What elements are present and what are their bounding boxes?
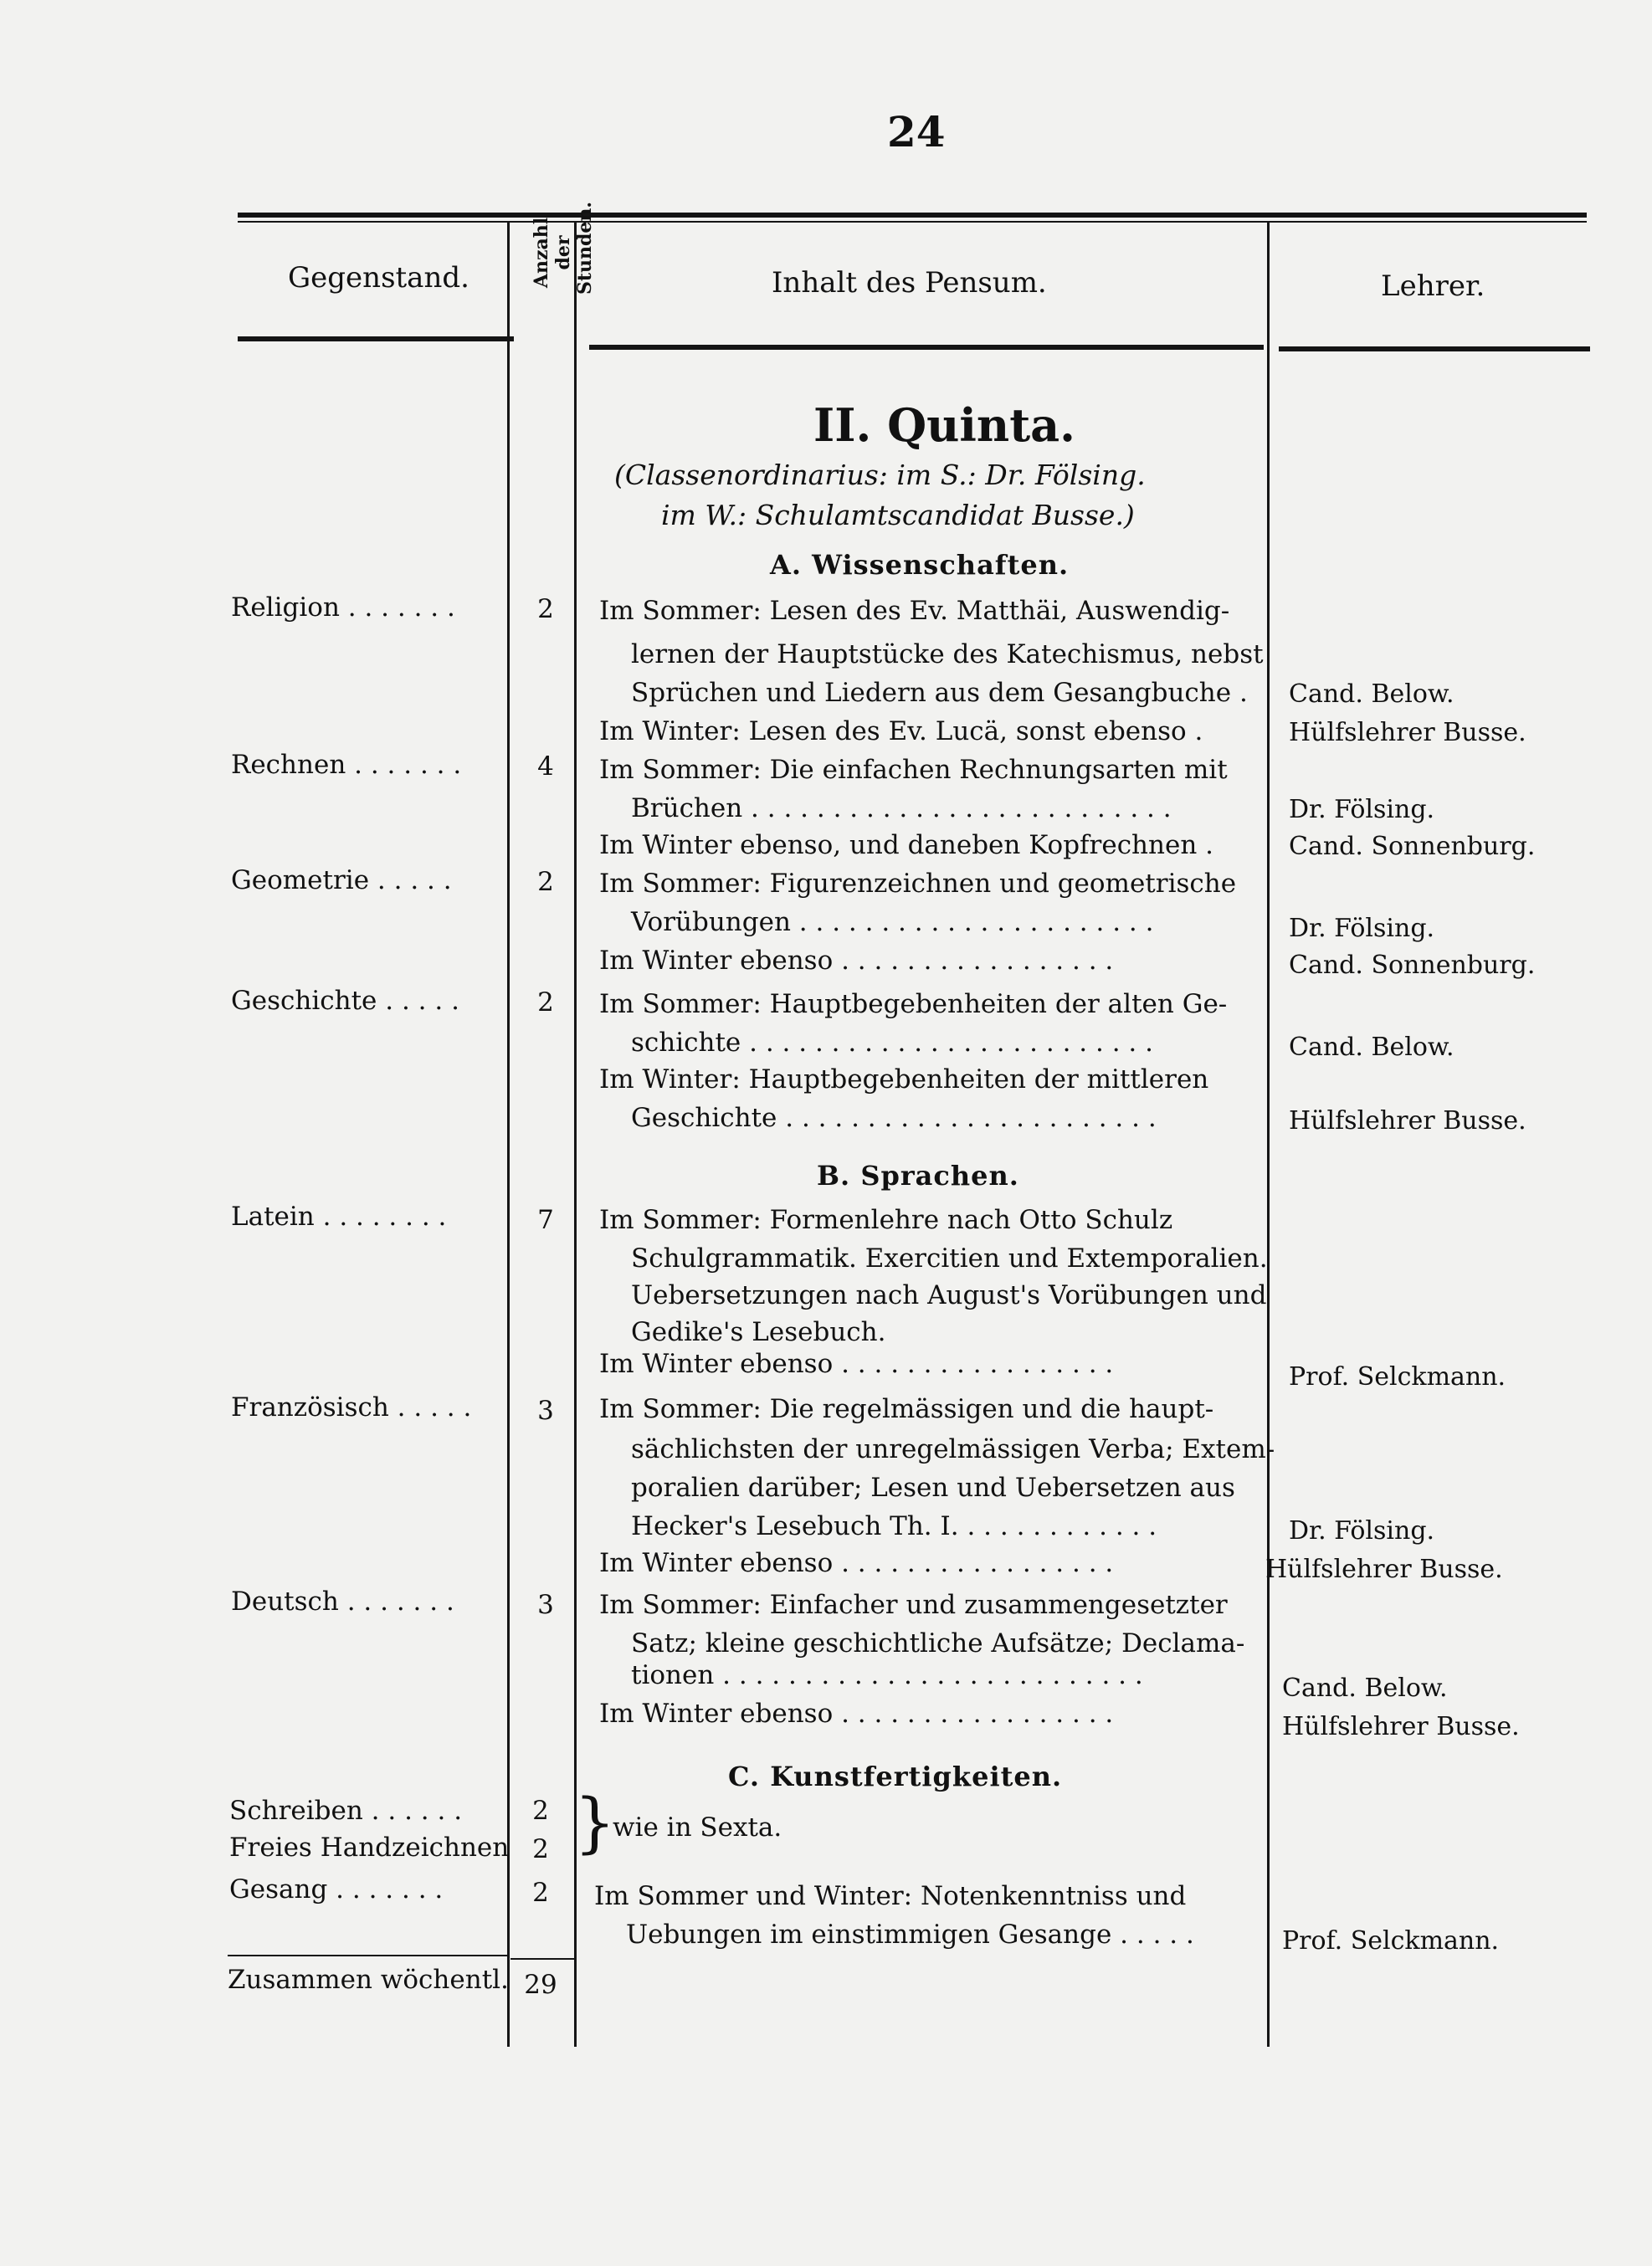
content-line: Brüchen . . . . . . . . . . . . . . . . . . . . . . . . . .: [631, 793, 1172, 823]
content-line: Im Winter ebenso . . . . . . . . . . . . . . . . .: [599, 1548, 1114, 1578]
section-a-heading: A. Wissenschaften.: [770, 549, 1070, 581]
content-line: Im Sommer: Lesen des Ev. Matthäi, Auswendig-: [599, 596, 1230, 626]
teacher-name: Dr. Fölsing.: [1289, 1516, 1435, 1546]
content-line: Im Sommer: Die einfachen Rechnungsarten mit: [599, 755, 1228, 785]
teacher-name: Prof. Selckmann.: [1289, 1362, 1506, 1392]
content-line: Geschichte . . . . . . . . . . . . . . . . . . . . . . .: [631, 1103, 1157, 1133]
top-rule-thick: [238, 213, 1587, 218]
hours-geschichte: 2: [537, 987, 554, 1018]
content-line: Uebersetzungen nach August's Vorübungen und: [631, 1280, 1267, 1310]
content-line: Vorübungen . . . . . . . . . . . . . . . . . . . . . .: [631, 907, 1154, 937]
total-rule: [228, 1955, 509, 1956]
hours-freies-handzeichnen: 2: [532, 1834, 549, 1864]
hours-deutsch: 3: [537, 1590, 554, 1620]
subject-geschichte: Geschichte . . . . .: [231, 986, 459, 1016]
content-line: tionen . . . . . . . . . . . . . . . . . . . . . . . . . .: [631, 1660, 1143, 1690]
teacher-name: Dr. Fölsing.: [1289, 795, 1435, 824]
content-line: Im Sommer: Einfacher und zusammengesetzter: [599, 1590, 1228, 1620]
content-line: Schulgrammatik. Exercitien und Extemporalien.: [631, 1243, 1268, 1274]
content-line: poralien darüber; Lesen und Uebersetzen aus: [631, 1473, 1235, 1503]
hours-rechnen: 4: [537, 751, 554, 782]
content-line: Im Winter ebenso . . . . . . . . . . . . . . . . .: [599, 946, 1114, 976]
col-divider-3: [1267, 223, 1270, 2047]
teacher-name: Cand. Sonnenburg.: [1289, 832, 1536, 861]
header-hours: [531, 201, 596, 295]
teacher-name: Prof. Selckmann.: [1282, 1926, 1500, 1956]
teacher-name: Dr. Fölsing.: [1289, 914, 1435, 943]
header-rule-3: [1279, 346, 1590, 351]
subject-gesang: Gesang . . . . . . .: [229, 1874, 444, 1905]
header-rule-1: [238, 336, 514, 341]
hours-religion: 2: [537, 594, 554, 624]
col-divider-2: [574, 223, 577, 2047]
header-content: Inhalt des Pensum.: [772, 266, 1047, 300]
subject-schreiben: Schreiben . . . . . .: [229, 1796, 463, 1826]
hours-geometrie: 2: [537, 867, 554, 897]
content-line: Im Sommer: Figurenzeichnen und geometrische: [599, 869, 1237, 899]
brace-text: wie in Sexta.: [613, 1812, 782, 1843]
content-line: Im Winter ebenso . . . . . . . . . . . . . . . . .: [599, 1699, 1114, 1729]
content-line: Im Winter ebenso, und daneben Kopfrechnen .: [599, 830, 1214, 860]
header-hours-line1: Anzahl der: [531, 217, 574, 289]
teacher-name: Cand. Sonnenburg.: [1289, 951, 1536, 980]
hours-gesang: 2: [532, 1878, 549, 1908]
teacher-name: Hülfslehrer Busse.: [1289, 1106, 1526, 1136]
content-line: Hecker's Lesebuch Th. I. . . . . . . . . . . . .: [631, 1511, 1157, 1541]
content-line: Im Sommer: Formenlehre nach Otto Schulz: [599, 1205, 1173, 1235]
header-teacher: Lehrer.: [1381, 269, 1485, 303]
content-line: Im Winter ebenso . . . . . . . . . . . . . . . . .: [599, 1349, 1114, 1379]
content-line: Uebungen im einstimmigen Gesange . . . . .: [626, 1920, 1194, 1950]
section-b-heading: B. Sprachen.: [817, 1160, 1019, 1192]
ordinarius-line-1: (Classenordinarius: im S.: Dr. Fölsing.: [614, 459, 1146, 491]
subject-franzoesisch: Französisch . . . . .: [231, 1392, 472, 1423]
top-rule-thin: [238, 221, 1587, 223]
subject-rechnen: Rechnen . . . . . . .: [231, 750, 462, 780]
ordinarius-line-2: im W.: Schulamtscandidat Busse.): [661, 499, 1135, 531]
content-line: Im Sommer: Die regelmässigen und die haupt-: [599, 1394, 1214, 1424]
teacher-name: Hülfslehrer Busse.: [1289, 718, 1526, 747]
teacher-name: Cand. Below.: [1289, 1033, 1454, 1062]
content-line: Im Winter: Lesen des Ev. Lucä, sonst ebenso .: [599, 716, 1203, 746]
hours-latein: 7: [537, 1205, 554, 1235]
content-line: schichte . . . . . . . . . . . . . . . . . . . . . . . . .: [631, 1028, 1153, 1058]
content-line: Im Sommer: Hauptbegebenheiten der alten Ge-: [599, 989, 1228, 1019]
header-subject: Gegenstand.: [288, 261, 469, 295]
header-rule-2: [589, 345, 1264, 350]
subject-freies-handzeichnen: Freies Handzeichnen: [229, 1833, 510, 1863]
content-line: Im Sommer und Winter: Notenkenntniss und: [594, 1881, 1187, 1911]
teacher-name: Cand. Below.: [1282, 1674, 1448, 1703]
brace-symbol: }: [574, 1786, 616, 1861]
total-hours: 29: [524, 1970, 557, 2000]
total-label: Zusammen wöchentl.: [228, 1965, 509, 1995]
subject-geometrie: Geometrie . . . . .: [231, 865, 452, 895]
subject-religion: Religion . . . . . . .: [231, 592, 455, 623]
content-line: lernen der Hauptstücke des Katechismus, nebst: [631, 639, 1264, 669]
teacher-name: Hülfslehrer Busse.: [1282, 1712, 1520, 1741]
total-rule-hours: [510, 1958, 574, 1960]
content-line: Gedike's Lesebuch.: [631, 1317, 886, 1347]
hours-schreiben: 2: [532, 1796, 549, 1826]
col-divider-1: [507, 223, 510, 2047]
page-number: 24: [887, 107, 946, 156]
hours-franzoesisch: 3: [537, 1396, 554, 1426]
content-line: sächlichsten der unregelmässigen Verba; Extem-: [631, 1434, 1275, 1464]
teacher-name: Hülfslehrer Busse.: [1265, 1555, 1503, 1584]
content-line: Im Winter: Hauptbegebenheiten der mittleren: [599, 1064, 1209, 1095]
subject-latein: Latein . . . . . . . .: [231, 1202, 447, 1232]
header-hours-line2: Stunden.: [574, 201, 596, 295]
teacher-name: Cand. Below.: [1289, 679, 1454, 709]
content-line: Satz; kleine geschichtliche Aufsätze; Declama-: [631, 1628, 1245, 1658]
class-title: II. Quinta.: [813, 398, 1075, 452]
section-c-heading: C. Kunstfertigkeiten.: [728, 1761, 1063, 1792]
content-line: Sprüchen und Liedern aus dem Gesangbuche .: [631, 678, 1248, 708]
subject-deutsch: Deutsch . . . . . . .: [231, 1587, 454, 1617]
